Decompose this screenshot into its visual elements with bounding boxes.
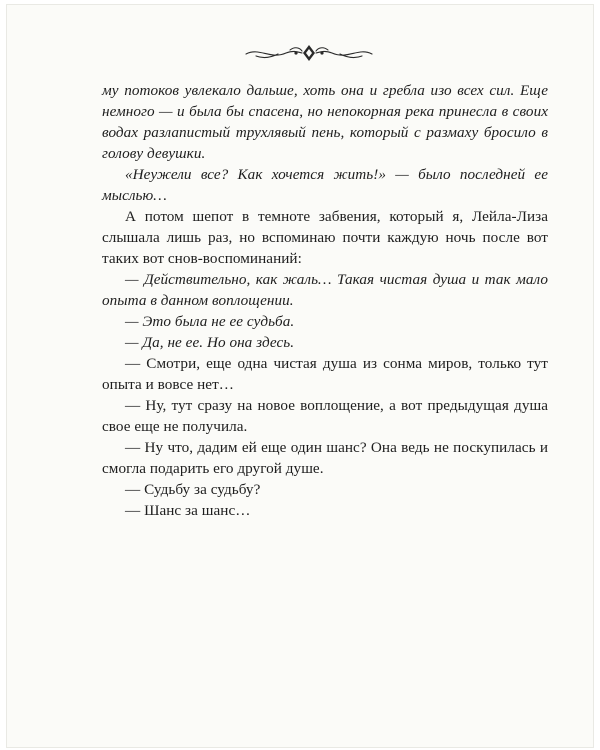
decorative-flourish-icon [242, 42, 376, 64]
text-run: — Ну что, дадим ей еще один шанс? Она ведь не поскупилась и смогла подарить его другой душе. [102, 439, 548, 477]
text-run: — Ну, тут сразу на новое воплощение, а вот предыдущая душа свое еще не получила. [102, 397, 548, 435]
text-run: — Судьбу за судьбу? [125, 481, 261, 498]
text-run: «Неужели все? Как хочется жить!» [125, 166, 387, 183]
paragraph-6 [102, 332, 548, 353]
text-run: — Это была не ее судьба. [125, 313, 295, 330]
paragraph-10 [102, 479, 548, 500]
text-run: А потом шепот в темноте забвения, который я, Лейла-Лиза слышала лишь раз, но вспоминаю почти каждую ночь после вот таких вот снов-воспоминаний: [102, 208, 548, 267]
text-run: Действительно, как жаль… Такая чистая душа и так мало опыта в данном воплощении. [102, 271, 548, 309]
book-page [6, 4, 594, 748]
paragraph-9 [102, 437, 548, 479]
text-run: — Смотри, еще одна чистая душа из сонма миров, только тут опыта и вовсе нет… [102, 355, 548, 393]
text-run: му потоков увлекало дальше, хоть она и гребла изо всех сил. Еще немного — и была бы спасена, но непокорная река принесла в своих водах разлапистый трухлявый пень, который с размаху бросило в голову девушки. [102, 82, 548, 162]
text-run: — [125, 271, 144, 288]
paragraph-11 [102, 500, 548, 521]
paragraph-1 [102, 80, 548, 164]
paragraph-2 [102, 164, 548, 206]
text-run: — Да, не ее. Но она здесь. [125, 334, 295, 351]
paragraph-5 [102, 311, 548, 332]
paragraph-3 [102, 206, 548, 269]
paragraph-8 [102, 395, 548, 437]
paragraph-7 [102, 353, 548, 395]
paragraph-4 [102, 269, 548, 311]
text-run: — было последней ее мыслью… [102, 166, 548, 204]
body-text [102, 80, 548, 521]
text-run: — Шанс за шанс… [125, 502, 251, 519]
